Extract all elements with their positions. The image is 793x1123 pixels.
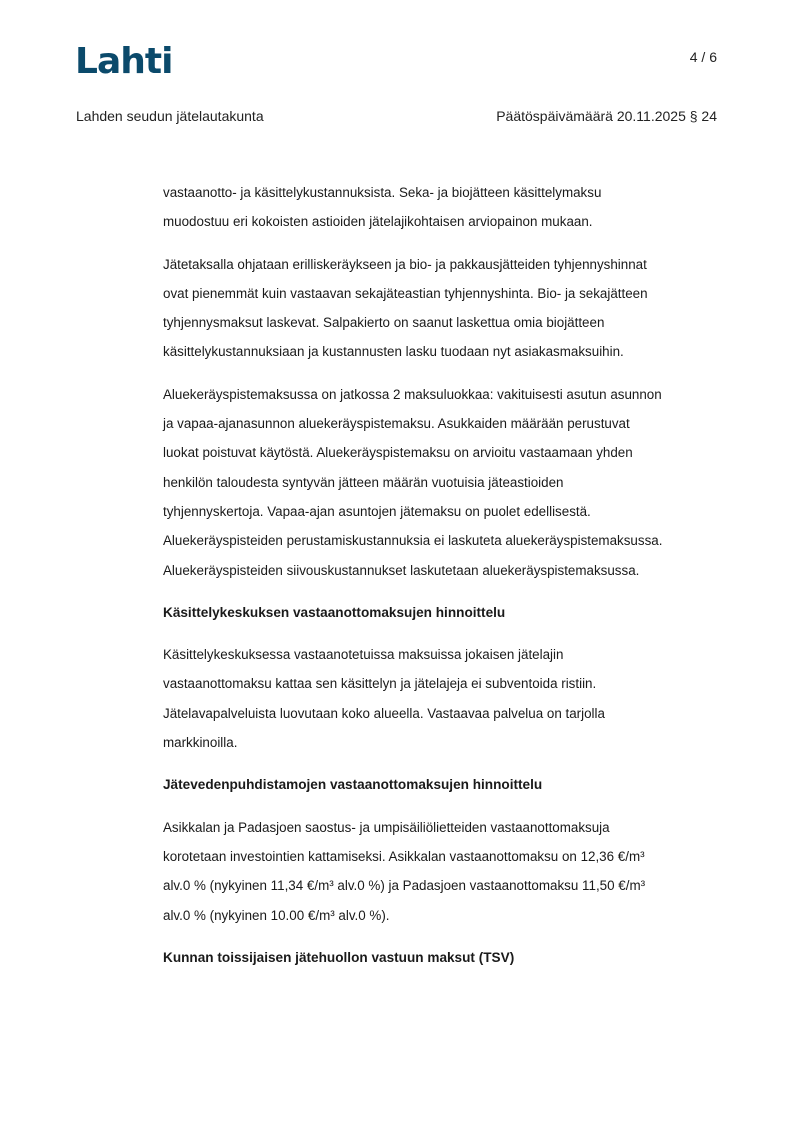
text-line: henkilön taloudesta syntyvän jätteen määrän vuotuisia jäteastioiden: [163, 474, 564, 490]
text-line: luokat poistuvat käytöstä. Aluekeräyspistemaksu on arvioitu vastaamaan yhden: [163, 445, 633, 461]
text-line: korotetaan investointien kattamiseksi. Asikkalan vastaanottomaksu on 12,36 €/m³: [163, 848, 645, 864]
section-heading-tsv: Kunnan toissijaisen jätehuollon vastuun maksut (TSV): [163, 949, 515, 965]
text-line: muodostuu eri kokoisten astioiden jätelajikohtaisen arviopainon mukaan.: [163, 214, 593, 230]
paragraph-5: [163, 813, 723, 930]
text-line: Jätelavapalveluista luovutaan koko alueella. Vastaavaa palvelua on tarjolla: [163, 705, 605, 721]
text-line: alv.0 % (nykyinen 11,34 €/m³ alv.0 %) ja Padasjoen vastaanottomaksu 11,50 €/m³: [163, 878, 646, 894]
text-line: Aluekeräyspisteiden perustamiskustannuksia ei laskuteta aluekeräyspistemaksussa.: [163, 533, 663, 549]
lahti-logo: Lahti: [75, 41, 173, 82]
section-heading-treatment-centre: Käsittelykeskuksen vastaanottomaksujen hinnoittelu: [163, 604, 506, 620]
text-line: markkinoilla.: [163, 735, 238, 751]
paragraph-3: [163, 380, 723, 585]
page-number: 4 / 6: [689, 49, 717, 65]
paragraph-1: [163, 178, 723, 237]
committee-name: Lahden seudun jätelautakunta: [76, 108, 264, 124]
paragraph-4: [163, 640, 723, 757]
text-line: vastaanottomaksu kattaa sen käsittelyn ja jätelajeja ei subventoida ristiin.: [163, 676, 597, 692]
text-line: Aluekeräyspistemaksussa on jatkossa 2 maksuluokkaa: vakituisesti asutun asunnon: [163, 386, 662, 402]
section-heading-wastewater: Jätevedenpuhdistamojen vastaanottomaksujen hinnoittelu: [163, 777, 543, 793]
text-line: tyhjennysmaksut laskevat. Salpakierto on saanut laskettua omia biojätteen: [163, 315, 605, 331]
text-line: Asikkalan ja Padasjoen saostus- ja umpisäiliölietteiden vastaanottomaksuja: [163, 819, 610, 835]
document-body: [163, 178, 723, 985]
text-line: alv.0 % (nykyinen 10.00 €/m³ alv.0 %).: [163, 907, 390, 923]
text-line: ja vapaa-ajanasunnon aluekeräyspistemaksu. Asukkaiden määrään perustuvat: [163, 416, 630, 432]
text-line: Jätetaksalla ohjataan erilliskeräykseen ja bio- ja pakkausjätteiden tyhjennyshinnat: [163, 256, 647, 272]
decision-date: Päätöspäivämäärä 20.11.2025 § 24: [496, 108, 717, 124]
text-line: käsittelykustannuksiaan ja kustannusten lasku tuodaan nyt asiakasmaksuihin.: [163, 344, 624, 360]
text-line: vastaanotto- ja käsittelykustannuksista. Seka- ja biojätteen käsittelymaksu: [163, 185, 602, 200]
text-line: Aluekeräyspisteiden siivouskustannukset laskutetaan aluekeräyspistemaksussa.: [163, 562, 640, 578]
text-line: ovat pienemmät kuin vastaavan sekajäteastian tyhjennyshinta. Bio- ja sekajätteen: [163, 285, 648, 301]
text-line: Käsittelykeskuksessa vastaanotetuissa maksuissa jokaisen jätelajin: [163, 647, 564, 663]
text-line: tyhjennyskertoja. Vapaa-ajan asuntojen jätemaksu on puolet edellisestä.: [163, 503, 591, 519]
paragraph-2: [163, 250, 723, 367]
